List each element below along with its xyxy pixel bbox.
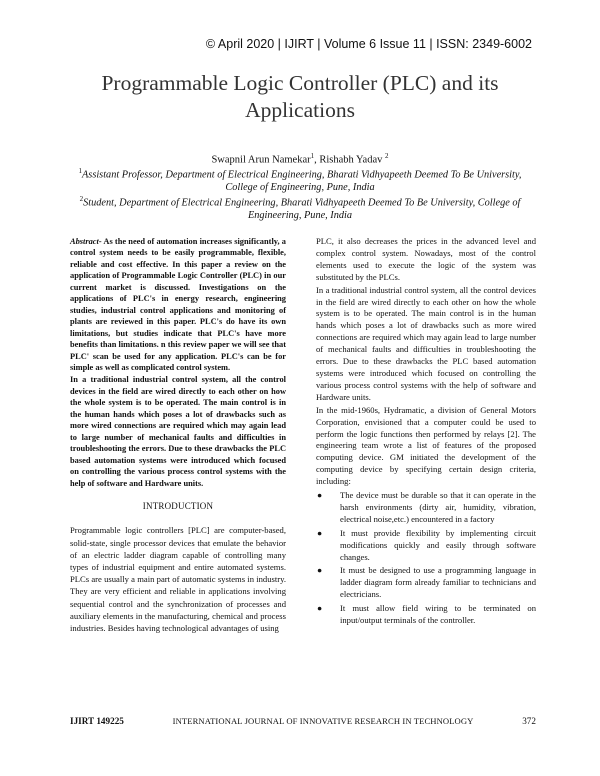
paper-title — [60, 70, 540, 124]
abstract-paragraph-1 — [70, 236, 286, 373]
journal-header: © April 2020 | IJIRT | Volume 6 Issue 11 | ISSN: 2349-6002 — [205, 37, 532, 51]
right-paragraph-1: PLC, it also decreases the prices in the advanced level and complex control system. Nowadays, most of the control elements used to execute the logic of the system was substituted by the PLCs. — [316, 236, 536, 282]
list-item-text: It must allow field wiring to be terminated on input/output terminals of the controller. — [340, 603, 536, 626]
author-1-sup: 1 — [310, 152, 315, 160]
footer-paper-id: IJIRT 149225 — [70, 716, 124, 726]
author-separator: , — [314, 154, 320, 166]
left-column — [70, 236, 286, 635]
title-line-2: Applications — [245, 98, 355, 122]
affiliation-2 — [68, 193, 532, 222]
bullet-icon: ● — [317, 603, 323, 614]
title-line-1: Programmable Logic Controller (PLC) and its — [101, 71, 499, 95]
list-item — [316, 528, 536, 564]
affiliation-2-sup: 2 — [79, 195, 84, 203]
author-2-sup: 2 — [385, 152, 389, 160]
page-footer — [70, 716, 536, 726]
affiliation-1-sup: 1 — [78, 167, 83, 175]
bullet-icon: ● — [317, 527, 323, 538]
right-paragraph-3: In the mid-1960s, Hydramatic, a division of General Motors Corporation, envisioned that a computer could be used to perform the logic functions then performed by relays [2]. The engineering team wrote a list of features of the proposed computing device. GM initiated the development of the computing device by specifying certain design criteria, including: — [316, 404, 536, 487]
list-item — [316, 565, 536, 601]
list-item-text: It must be designed to use a programming language in ladder diagram form already familiar to technicians and electricians. — [340, 565, 536, 600]
bullet-icon: ● — [317, 565, 323, 576]
list-item-text: The device must be durable so that it can operate in the harsh environments (dirty air, humidity, vibration, electrical noise,etc.) encountered in a factory — [340, 490, 536, 524]
introduction-heading: INTRODUCTION — [142, 500, 214, 511]
right-paragraph-2: In a traditional industrial control system, all the control devices in the field are wired directly to each other on how the whole system is to be operated. The main control is in the human hands which poses a lot of drawbacks such as more wired connections are required which may again lead to large number of mechanical faults and difficulties in troubleshooting the errors. Due to these drawbacks the PLC based automation systems were introduced which focused on controlling the various process control systems with the help of software and Hardware units. — [316, 284, 536, 402]
list-item — [316, 490, 536, 526]
bullet-icon: ● — [317, 490, 323, 501]
abstract-text-1: As the need of automation increases significantly, a control system needs to be easily programmable, flexible, reliable and cost effective. In this paper a review on the application of Programmable Logic Controller (PLC) in our current market is discussed. Investigations on the applications of PLC's in energy research, engineering studies, industrial control applications and monitoring of plants are reviewed in this paper. PLC's do have its own limitations, but studies indicate that PLC's have more benefits than limitations. n this review paper we will see that PLC' scan be used for any application. PLC's can be for simple as well as complicated control system. — [70, 237, 286, 372]
list-item-text: It must provide flexibility by implementing circuit modifications quickly and easily through software changes. — [340, 527, 536, 562]
abstract-paragraph-2: In a traditional industrial control system, all the control devices in the field are wired directly to each other on how the whole system is to be operated. The main control is in the human hands which poses a lot of drawbacks such as more wired connections are required which may again lead to large number of mechanical faults and difficulties in troubleshooting the errors. Due to these drawbacks the PLC based automation systems were introduced which focused on controlling the various process control systems with the help of software and Hardware units. — [70, 375, 286, 488]
list-item — [316, 603, 536, 627]
footer-journal-name: INTERNATIONAL JOURNAL OF INNOVATIVE RESEARCH IN TECHNOLOGY — [172, 716, 474, 726]
author-1: Swapnil Arun Namekar — [211, 154, 311, 166]
affiliation-2-text: Student, Department of Electrical Engineering, Bharati Vidhyapeeth Deemed To Be University, College of Engineering, Pune, India — [83, 197, 521, 222]
affiliation-1-text: Assistant Professor, Department of Electrical Engineering, Bharati Vidhyapeeth Deemed To Be University, College of Engineering, Pune, India — [82, 169, 522, 194]
introduction-paragraph: Programmable logic controllers [PLC] are computer-based, solid-state, single processor devices that emulate the behavior of an electric ladder diagram capable of controlling many types of industrial equipment and entire automated systems. PLCs are usually a main part of automatic systems in industry. They are very efficient and reliable in applications involving sequential control and the synchronization of processes and auxiliary elements in the manufacturing, chemical and process industries. Besides having technological advantages of using — [70, 525, 286, 634]
author-2: Rishabh Yadav — [319, 154, 383, 166]
abstract-lead: Abstract- — [70, 237, 102, 246]
right-column — [316, 236, 536, 629]
footer-page-number: 372 — [522, 716, 536, 726]
design-criteria-list — [316, 490, 536, 627]
affiliation-1 — [68, 165, 532, 194]
